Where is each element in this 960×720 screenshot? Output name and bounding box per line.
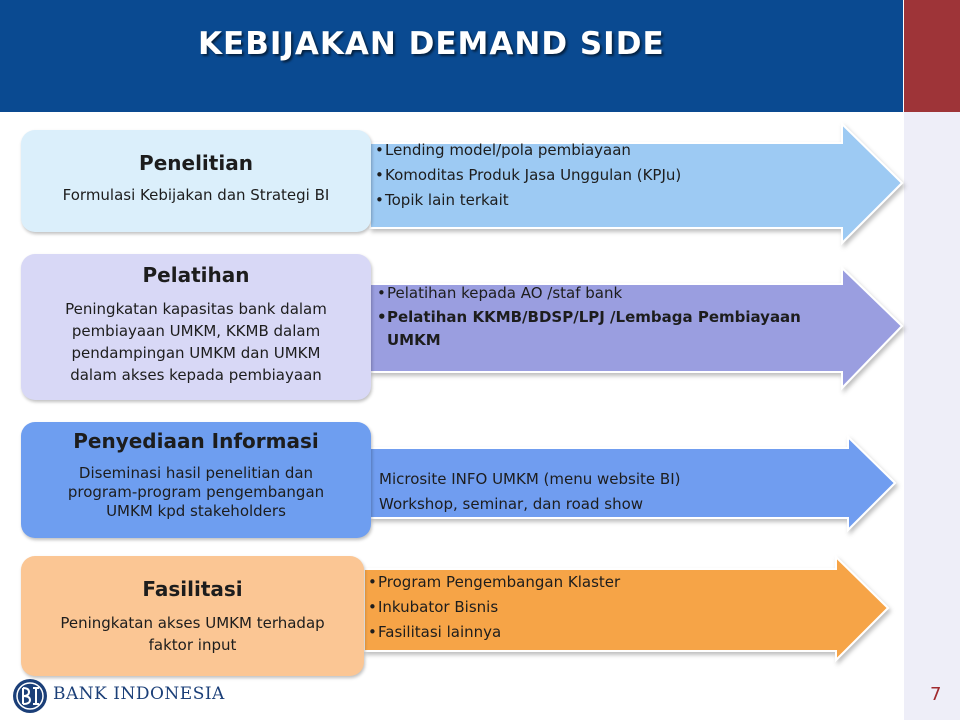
heading-penelitian: Penelitian — [139, 151, 253, 175]
list-item: • Pelatihan kepada AO /staf bank — [377, 281, 827, 306]
bank-indonesia-logo-icon — [12, 678, 48, 714]
description-fasilitasi: Peningkatan akses UMKM terhadap faktor input — [60, 614, 325, 654]
list-item: • Pelatihan KKMB/BDSP/LPJ /Lembaga Pembiayaan UMKM — [377, 306, 827, 352]
list-item: • Topik lain terkait — [375, 188, 825, 213]
list-item: Microsite INFO UMKM (menu website BI) — [379, 470, 681, 488]
list-item: • Lending model/pola pembiayaan — [375, 138, 825, 163]
list-pelatihan — [377, 281, 827, 352]
slide-title: KEBIJAKAN DEMAND SIDE — [198, 26, 665, 62]
list-penelitian — [375, 138, 825, 213]
heading-pelatihan: Pelatihan — [142, 263, 250, 287]
box-penelitian — [21, 130, 371, 232]
description-pelatihan: Peningkatan kapasitas bank dalam pembiayaan UMKM, KKMB dalam pendampingan UMKM dan UMKM dalam akses kepada pembiayaan — [65, 300, 327, 384]
heading-fasilitasi: Fasilitasi — [142, 577, 243, 601]
list-item: • Program Pengembangan Klaster — [368, 570, 818, 595]
list-fasilitasi — [368, 570, 818, 645]
box-fasilitasi — [21, 556, 364, 676]
box-penyediaan-informasi — [21, 422, 371, 538]
page-number: 7 — [930, 684, 942, 705]
list-item: • Komoditas Produk Jasa Unggulan (KPJu) — [375, 163, 825, 188]
list-penyediaan-informasi — [379, 467, 829, 517]
description-penyediaan-informasi: Diseminasi hasil penelitian dan program-program pengembangan UMKM kpd stakeholders — [67, 464, 325, 520]
description-penelitian: Formulasi Kebijakan dan Strategi BI — [62, 186, 330, 204]
list-item: • Inkubator Bisnis — [368, 595, 818, 620]
list-item: Workshop, seminar, dan road show — [379, 495, 644, 513]
heading-penyediaan-informasi: Penyediaan Informasi — [73, 429, 319, 453]
bank-indonesia-wordmark: BANK INDONESIA — [53, 684, 225, 704]
list-item: • Fasilitasi lainnya — [368, 620, 818, 645]
box-pelatihan — [21, 254, 371, 400]
